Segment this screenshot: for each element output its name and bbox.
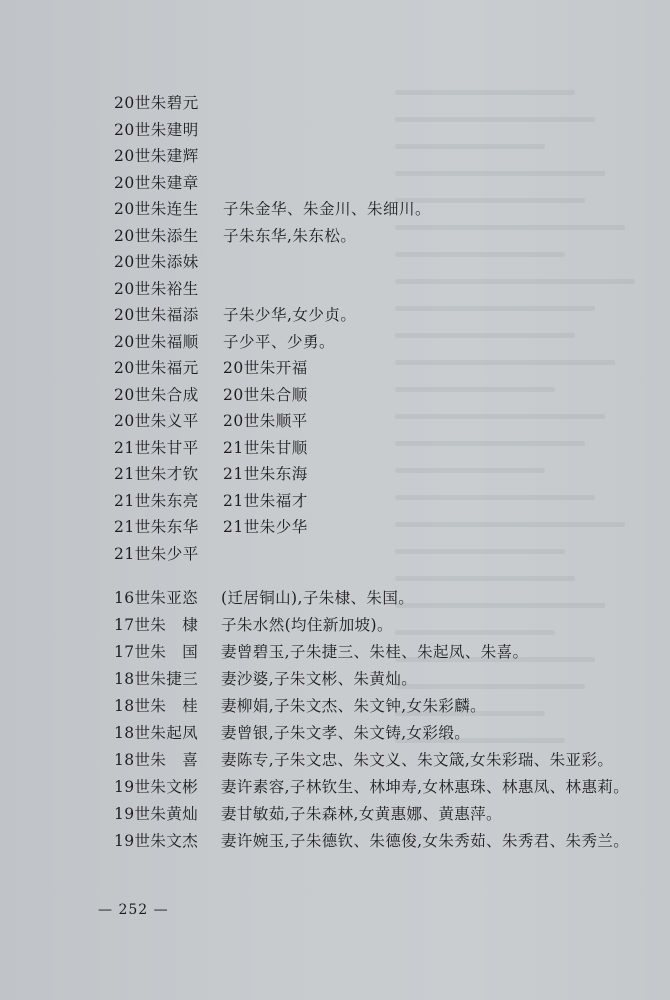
genealogy-row (114, 408, 654, 435)
genealogy-row (114, 801, 654, 828)
genealogy-row (114, 435, 654, 462)
genealogy-row (114, 196, 654, 223)
genealogy-row (114, 355, 654, 382)
person-name: 19世朱文彬 (114, 778, 199, 796)
person-name: 20世朱福顺 (114, 332, 199, 351)
person-desc (223, 249, 654, 276)
person-name: 21世朱东华 (114, 518, 199, 536)
person-desc: 21世朱甘顺 (223, 438, 308, 457)
genealogy-row (114, 488, 654, 515)
genealogy-row (114, 612, 654, 639)
person-name: 21世朱甘平 (114, 438, 199, 457)
person-name: 20世朱义平 (114, 412, 199, 430)
person-name: 21世朱少平 (114, 544, 199, 563)
person-desc (223, 541, 654, 568)
person-desc: (迁居铜山),子朱棣、朱国。 (221, 589, 415, 607)
person-desc: 妻甘敏茹,子朱森林,女黄惠娜、黄惠萍。 (221, 805, 502, 823)
genealogy-list-upper (114, 90, 654, 567)
person-desc: 妻曾碧玉,子朱捷三、朱桂、朱起凤、朱喜。 (221, 643, 529, 661)
person-desc: 妻陈专,子朱文忠、朱文义、朱文箴,女朱彩瑞、朱亚彩。 (221, 751, 614, 769)
person-desc: 20世朱顺平 (223, 412, 308, 430)
genealogy-row (114, 720, 654, 747)
genealogy-row (114, 302, 654, 329)
person-name: 17世朱 棣 (114, 616, 199, 634)
person-desc: 子朱金华、朱金川、朱细川。 (223, 200, 432, 218)
genealogy-row (114, 541, 654, 568)
person-name: 18世朱捷三 (114, 670, 199, 688)
person-desc: 妻许素容,子林钦生、林坤寿,女林惠珠、林惠凤、林惠莉。 (221, 778, 630, 796)
genealogy-row (114, 117, 654, 144)
person-name: 20世朱连生 (114, 200, 199, 218)
person-name: 21世朱东亮 (114, 491, 199, 510)
genealogy-row (114, 514, 654, 541)
person-desc: 20世朱合顺 (223, 385, 308, 404)
person-desc: 子朱少华,女少贞。 (223, 306, 357, 324)
person-desc: 妻曾银,子朱文孝、朱文铸,女彩缎。 (221, 724, 471, 742)
person-desc (223, 143, 654, 170)
person-name: 20世朱建辉 (114, 147, 199, 165)
person-name: 20世朱裕生 (114, 279, 199, 298)
person-name: 18世朱 喜 (114, 751, 199, 769)
person-desc: 子少平、少勇。 (223, 332, 336, 351)
genealogy-row (114, 693, 654, 720)
person-name: 20世朱碧元 (114, 94, 199, 112)
person-desc: 妻许婉玉,子朱德钦、朱德俊,女朱秀茹、朱秀君、朱秀兰。 (221, 832, 630, 850)
person-name: 20世朱福元 (114, 359, 199, 377)
person-name: 20世朱添生 (114, 226, 199, 245)
person-desc: 21世朱福才 (223, 491, 308, 510)
genealogy-row (114, 585, 654, 612)
person-desc: 21世朱少华 (223, 518, 308, 536)
genealogy-row (114, 666, 654, 693)
person-desc (223, 117, 654, 144)
person-desc (223, 276, 654, 303)
genealogy-row (114, 223, 654, 250)
genealogy-row (114, 461, 654, 488)
person-name: 17世朱 国 (114, 643, 199, 661)
person-desc: 子朱东华,朱东松。 (223, 226, 357, 245)
person-desc: 20世朱开福 (223, 359, 308, 377)
person-name: 20世朱合成 (114, 385, 199, 404)
person-desc: 妻柳娟,子朱文杰、朱文钟,女朱彩麟。 (221, 697, 487, 715)
genealogy-row (114, 639, 654, 666)
person-desc (223, 170, 654, 197)
page-number: — 252 — (98, 902, 169, 918)
genealogy-row (114, 382, 654, 409)
genealogy-row (114, 249, 654, 276)
genealogy-row (114, 143, 654, 170)
person-name: 20世朱福添 (114, 306, 199, 324)
genealogy-row (114, 774, 654, 801)
genealogy-row (114, 90, 654, 117)
person-name: 18世朱 桂 (114, 697, 199, 715)
person-name: 19世朱文杰 (114, 832, 199, 850)
person-name: 16世朱亚恣 (114, 589, 199, 607)
person-desc: 21世朱东海 (223, 465, 308, 483)
person-desc (223, 90, 654, 117)
genealogy-list-lower (114, 585, 654, 855)
genealogy-row (114, 828, 654, 855)
person-name: 18世朱起凤 (114, 724, 199, 742)
person-name: 19世朱黄灿 (114, 805, 199, 823)
person-desc: 妻沙婆,子朱文彬、朱黄灿。 (221, 670, 418, 688)
genealogy-row (114, 276, 654, 303)
person-name: 20世朱添妹 (114, 253, 199, 271)
genealogy-row (114, 170, 654, 197)
genealogy-row (114, 747, 654, 774)
person-name: 20世朱建章 (114, 173, 199, 192)
person-desc: 子朱水然(均住新加坡)。 (221, 616, 393, 634)
person-name: 20世朱建明 (114, 120, 199, 139)
genealogy-row (114, 329, 654, 356)
person-name: 21世朱才钦 (114, 465, 199, 483)
